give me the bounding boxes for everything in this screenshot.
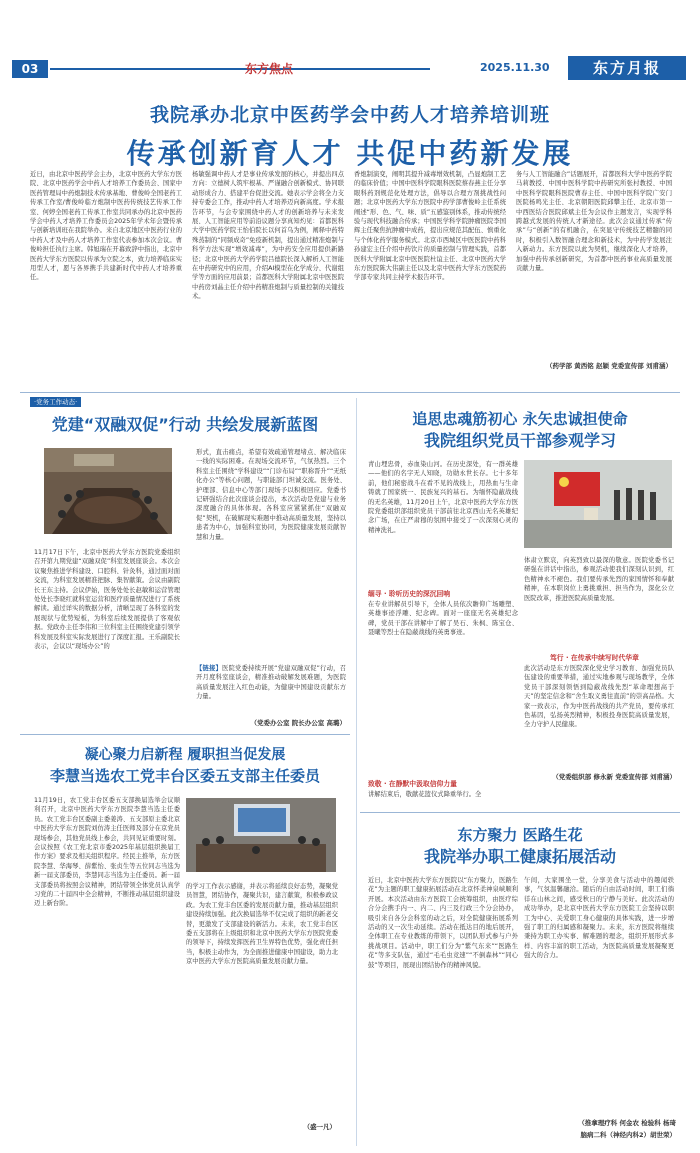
party-note-text: 医院党委持续开展“党建双融双促”行动，召开月度科室座谈会，精准推动破解发展难题，为医院高质量发展注入红色动能，为健康中国建设贡献东方力量。 [196, 665, 346, 701]
section-divider [20, 392, 680, 393]
lecture-headline: 我院组织党员干部参观学习 [423, 431, 616, 450]
page-number: 03 [12, 60, 48, 78]
election-meeting-photo [186, 798, 336, 872]
health-col-2: 午间，大家围坐一堂，分享美食与活动中的趣闻轶事，气氛温馨融洽。随后的自由活动时间，职工们徜徉在山林之间，感受秋日的宁静与美好。此次活动的成功举办，是北京中医药大学东方医院工会坚持以职工为中心、关爱职工身心健康的具体实践，进一步增强了职工的归属感和凝聚力。未来，东方医院将继续秉持为职工办实事、解难题的理念，组织开展形式多样、内容丰富的职工活动，为医院高质量发展凝聚更强大的合力。 [524, 877, 674, 960]
lecture-col-2b: 此次活动是东方医院深化党史学习教育、加强党员队伍建设的重要举措，通过实地参观与现场教学，全体党员干部深刻领悟到隐蔽战线先烈“革命理想高于天”的坚定信念和“舍生取义勇往直前”的崇高品格。大家一致表示，作为中医药战线的共产党员，要传承红色基因，弘扬英烈精神，积极投身医院高质量发展，全力守护人民健康。 [524, 665, 674, 729]
lecture-memorial-photo [524, 460, 672, 548]
header-rule [50, 68, 430, 70]
party-note [196, 664, 346, 712]
lecture-col-1b: 在专业讲解员引导下，全体人员依次瞻仰广场雕塑、英雄事迹浮雕、纪念碑。面对一座座无名英雄纪念碑，党员干部在讲解中了解了吴石、朱枫、陈宝仓、聂曦等烈士在隐蔽战线的英勇事迹。 [368, 601, 518, 637]
section-title: 东方焦点 [245, 62, 294, 76]
lecture-sub-3: 笃行 · 在传承中续写时代华章 [550, 654, 639, 662]
lead-col-4: 务与人工智能融合”话题展开，首都医科大学中医药学院马莉教授、中国中医科学院中药研究所张村教授、中国中医科学院眼科医院曹春主任、中国中医科学院广安门医院杨鸣光主任、北京朝阳医院邱攀主任、北京市第一中西医结合医院邱斌主任为会议作主题发言，实现学科跨越式发展的传统人才新途径。此次会议通过传承“传承”与“创新”的有机融合，在突显守传统技艺精髓的同时，积极引入数智融合理念和新技术，为中药学发展注入新动力。东方医院以此为契机，继续深化人才培养，加强中药传承创新研究，为首都中医药事业高质量发展贡献力量。 [516, 171, 672, 273]
lecture-sub-1: 缅寻 · 聆听历史的深沉回响 [368, 590, 451, 598]
party-meeting-photo [44, 448, 172, 534]
lecture-col-1c: 讲解结束后，敬献花篮仪式降重举行。全 [368, 791, 482, 798]
masthead: 东方月报 [568, 56, 686, 80]
lecture-kicker: 追思忠魂筋初心 永矢忠诚担使命 [412, 410, 628, 428]
election-col-1: 11月19日，农工党丰台区委五支部换届选举会议顺利召开，北京中医药大学东方医院李慧当选主任委员。农工党丰台区委副主委姜涛、五支部原主委北京中医药大学东方医院刘仿涛主任医师及部分在京党员现场参会，其他党员线上参会，共同见证重要时刻。会议按照《农工党北京市委2025年基层组织换届工作方案》要求及相关组织程序。经民主推举，东方医院李慧、华海琴、薛紫怡、张贞生等五位同志当选为新一届支部委员，李慧同志当选为主任委员。新一届支部委员将按照会议精神，团结带领全体党员认真学习党的二十届四中全会精神，不断推动基层组织建设迈上新台阶。 [34, 797, 180, 908]
party-col-1: 11月17日下午，北京中医药大学东方医院党委组织召开第九期党建“双融双促”科室发展座谈会。本次会议聚焦推进学科建设、口腔科、针灸科，通过面对面交流，为科室发展精准把脉、集智献策。会议由副院长王东主持。会议伊始，医务处处长赵敏和运营管理处处长李晓红就科室运营和医疗质量情况进行了系统解读。通过详实的数据分析，清晰呈现了各科室的发展现状与优势短板，为科室后续发展提供了客观依据。党政办主任李伟和三位科室主任围绕党建引领学科发展及科室实际发展进行了深度汇报。王乐副院长表示，会议以“现场办公”的 [34, 549, 180, 651]
party-tag: ·党务工作动态· [30, 397, 81, 407]
health-signature-1: （推拿理疗科 何金农 检验科 杨琦 [578, 1119, 676, 1127]
lead-headline: 传承创新育人才 共促中药新发展 [126, 137, 574, 170]
lead-col-3: 香炮制演变，阐明其提升减毒增效机制，凸显炮制工艺的临床价值；中国中医科学院眼科医院蔡春燕主任分享眼科药剂规范化处理方法，倡导以合理方剂挑战性问题；北京中医药大学东方医院中药学部曹俊岭主任系统阐述“形、色、气、味、质”五感鉴别体系，推动传统经验与现代科技融合传承；中国医学科学院肿瘤医院李国辉主任聚焦抗肿瘤中成药，提出应规范其配伍、慎重化与个体化药学服务模式。北京市西城区中医医院中药科孙建宏主任介绍中药饮片的质量控制与管理实践，首都医科大学附属北京中医医院杜谊主任、北京中医药大学东方医院陈大伟副主任以及北京中医药大学东方医院药学部专家共同主持学术报告环节。 [354, 171, 506, 282]
lecture-col-2: 体肃立默哀，向英烈致以最深的敬意。医院党委书记研强在讲话中指出，参观活动使我们深刻认识到，红色精神永不褪色。我们要传承先烈的家国情怀和奉献精神，在本职岗位上勇挑重担、担当作为，深化公立医院改革，推进医院高质量发展。 [524, 557, 674, 602]
election-col-2: 的学习工作表示感谢，并表示将延续良好态势，凝聚党员智慧，团结协作，凝聚共识，建言献策，积极参政议政。为农工党丰台区委的发展贡献力量，推动基层组织建设持续加强。此次换届选举不仅完成了组织的新老交替，更激发了支部建设的新活力。未来，农工党丰台区委五支部将在上级组织和北京中医药大学东方医院党委的领导下，持续发挥医药卫生界特色优势，强化责任担当，积极主动作为，为全面推进健康中国建设，助力北京中医药大学东方医院高质量发展贡献力量。 [186, 883, 338, 966]
lead-kicker: 我院承办北京中医药学会中药人才培养培训班 [149, 104, 550, 126]
lead-col-2: 杨敏强调中药人才是事业传承发展的核心，并提出四点方向：立德树人筑牢根基、严谨融合创新模式、协同联动形成合力、搭建平台促进交流。她表示学会将全力支持专委会工作，推动中药人才培养迈向新高度。学术报告环节，与会专家围绕中药人才的创新培养与未来发展、人工智能应用等前沿议题分享真知灼见：首都医科大学中医药学院王怡伯院长以何首乌为例，阐释中药特殊蒸制的“同频成奇”免疫新机制，提出通过精准炮制与科学方法实现“增效减毒”，为中药安全应用提供新路径；北京中医药大学药学院吕德院长深入解析人工智能在中药研究中的应用，介绍AI模型在化学成分、代谢组学等方面的应用前景；首都医科大学附属北京中医医院中药房刘晶主任介绍中药精准炮制与质量控制的关键技术。 [192, 171, 344, 301]
lead-col-1: 近日，由北京中医药学会主办，北京中医药大学东方医院、北京中医药学会中药人才培养工作委员会、国家中医药管理局中药炮制技术传承基地、曹俊岭全国老药工传承工作室/曹俊岭临方炮制中医药传统技艺传承工作室、何婷全国老药工传承工作室共同承办的北京中医药学会中药人才培养工作委员会2025年学术年会暨传承与创新培训班在我院举办。来自北京地区中医药行业的中药人才及中药人才培养工作室代表参加本次会议。曹俊岭担任执行主席。韩旭瑞在开幕致辞中指出，北京中医药大学东方医院以传承为立院之本，致力培养临床实用型人才，愿与各界携手共建新时代中药人才培养重任。 [30, 171, 182, 282]
lecture-sub-2: 致敬 · 在静默中汲取信仰力量 [368, 780, 457, 788]
election-kicker: 凝心聚力启新程 履职担当促发展 [84, 747, 286, 763]
party-headline: 党建“双融双促”行动 共绘发展新蓝图 [51, 415, 319, 434]
election-headline: 李慧当选农工党丰台区委五支部主任委员 [49, 767, 320, 785]
lead-signature: （药学部 黄西铭 赵颖 党委宣传部 刘甫涵） [545, 362, 672, 370]
column-divider [356, 398, 357, 1146]
lecture-signature: （党委组织部 修永新 党委宣传部 刘甫涵） [552, 773, 676, 781]
health-kicker: 东方聚力 医路生花 [457, 826, 583, 844]
health-signature-2: 脑病二科（神经内科2）胡世荣） [580, 1131, 676, 1139]
issue-date: 2025.11.30 [480, 61, 550, 74]
party-col-2: 形式，直击痛点，希望有效疏通管理堵点、解决临床一线的实际困难。在现场交流环节，气氛热烈。三个科室主任围绕“学科建设”“门诊布局”“职称晋升”“无纸化办公”等核心问题，与职能部门坦诚交流。医务处、护理部、信息中心等部门现场予以积极回应。党委书记研强结合此次座谈会提出，本次活动是党建与业务深度融合的具体体现。各科室应紧紧抓住“双融双促”契机，在破解现实难题中推动高质量发展，坚持以患者为中心，加强科室协同，为医院健康发展贡献智慧和力量。 [196, 449, 346, 541]
right-divider [360, 812, 680, 813]
party-signature: （党委办公室 院长办公室 高璐） [250, 719, 346, 727]
health-col-1: 近日，北京中医药大学东方医院以“东方聚力，医路生花”为主题的职工健康拓展活动在北京怀柔神泉峡顺利开展。本次活动由东方医院工会统筹组织，由医疗综合分会携手内一、内二、内三及行政三个分会协办，吸引来自各分会科室的动之后，对全院健康拓展系列活动的又一次生动延续。活动在抵达目的地后展开，全体职工在专业教练的带领下，以团队形式参与户外挑战项目。活动中，职工们分为“紫气东来”“医路生花”等多支队伍，通过“毛毛虫竞速”“不倒森林”“同心鼓”等项目，展现出团结协作的精神风貌。 [368, 877, 518, 969]
party-note-label: 【链接】 [196, 665, 223, 672]
health-headline: 我院举办职工健康拓展活动 [423, 847, 616, 866]
lecture-col-1: 青山埋忠骨，赤血染山河。在历史深处，有一群英雄——他们的名字无人知晓，功勋永世长存。七十多年前，他们秘密战斗在看不见的战线上，用热血与生命铸就了国家统一、民族复兴的基石。为缅怀隐蔽战线的无名英雄，11月20日上午，北京中医药大学东方医院党委组织部组织党员干部前往北京西山无名英雄纪念广场，在庄严肃穆的氛围中接受了一次深刻心灵的精神洗礼。 [368, 461, 518, 534]
election-signature: （盛一凡） [303, 1123, 336, 1131]
left-divider [20, 734, 350, 735]
